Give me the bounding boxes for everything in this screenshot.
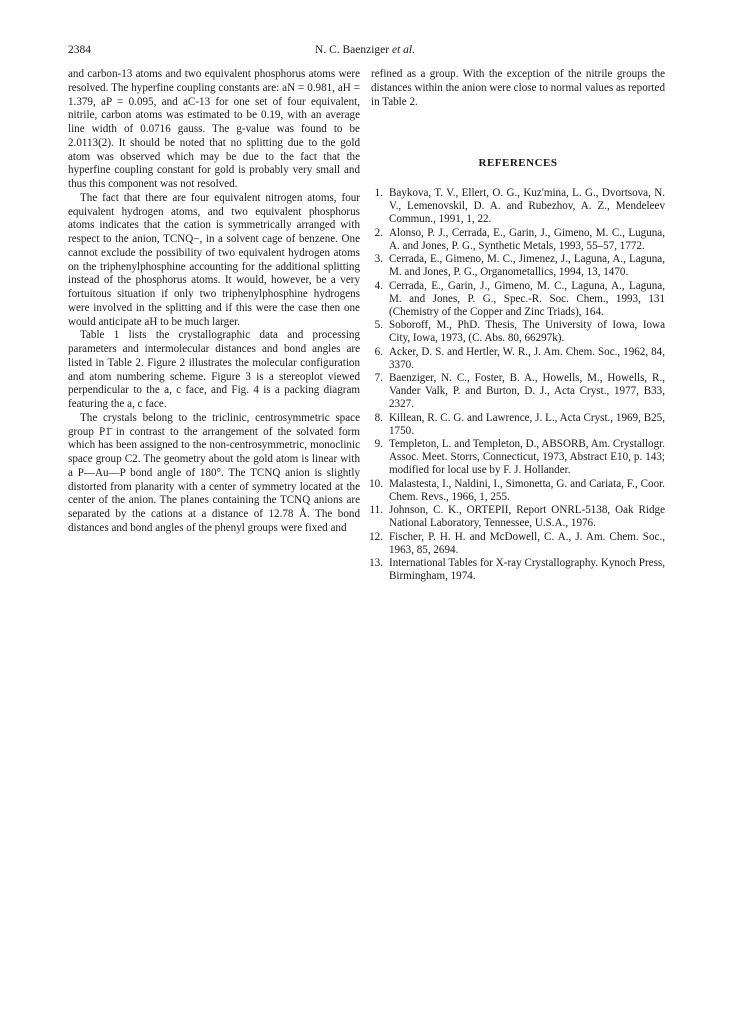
running-head <box>68 44 662 56</box>
page-number: 2384 <box>68 44 91 56</box>
reference-item <box>371 280 665 319</box>
reference-text: Cerrada, E., Garin, J., Gimeno, M. C., Laguna, A., Laguna, M. and Jones, P. G., Spec.-R. Soc. Chem., 1993, 131 (Chemistry of the Copper and Zinc Triads), 164. <box>389 279 665 318</box>
reference-number: 3. <box>374 253 383 265</box>
reference-text: Templeton, L. and Templeton, D., ABSORB, Am. Crystallogr. Assoc. Meet. Storrs, Connecticut, 1973, Abstract E10, p. 143; modified for local use by F. J. Hollander. <box>389 438 665 476</box>
reference-number: 6. <box>374 345 383 358</box>
reference-item <box>371 438 665 477</box>
reference-number: 11. <box>369 504 383 516</box>
body-paragraph: The crystals belong to the triclinic, centrosymmetric space group P1̄ in contrast to the arrangement of the solvated form which has been assigned to the non-centrosymmetric, monoclinic space group C2. The geometry about the gold atom is linear with a P—Au—P bond angle of 180°. The TCNQ anion is slightly distorted from planarity with a center of symmetry located at the center of the anion. The planes containing the TCNQ anions are separated by the cations at a distance of 12.78 Å. The bond distances and bond angles of the phenyl groups were fixed and <box>68 411 360 534</box>
reference-item <box>371 346 665 372</box>
reference-number: 13. <box>369 557 383 569</box>
reference-number: 5. <box>374 319 383 331</box>
right-column <box>371 68 665 584</box>
reference-item <box>371 531 665 557</box>
reference-text: Baykova, T. V., Ellert, O. G., Kuz'mina, L. G., Dvortsova, N. V., Lemenovskil, D. A. and Rubezhov, A. Z., Mendeleev Commun., 1991, 1, 22. <box>389 187 665 225</box>
reference-number: 8. <box>374 411 383 424</box>
reference-text: Fischer, P. H. H. and McDowell, C. A., J. Am. Chem. Soc., 1963, 85, 2694. <box>389 530 665 556</box>
references-heading: REFERENCES <box>478 157 558 170</box>
reference-item <box>371 187 665 226</box>
body-paragraph: Table 1 lists the crystallographic data and processing parameters and intermolecular distances and bond angles are listed in Table 2. Figure 2 illustrates the molecular configuration and atom numbering scheme. Figure 3 is a stereoplot viewed perpendicular to the a, c face, and Fig. 4 is a packing diagram featuring the a, c face. <box>68 329 360 410</box>
reference-number: 1. <box>374 187 383 199</box>
reference-text: Alonso, P. J., Cerrada, E., Garin, J., Gimeno, M. C., Luguna, A. and Jones, P. G., Synthetic Metals, 1993, 55–57, 1772. <box>389 226 665 252</box>
reference-item <box>371 478 665 504</box>
reference-text: Killean, R. C. G. and Lawrence, J. L., Acta Cryst., 1969, B25, 1750. <box>389 411 665 437</box>
reference-text: Baenziger, N. C., Foster, B. A., Howells, M., Howells, R., Vander Valk, P. and Burton, D. J., Acta Cryst., 1977, B33, 2327. <box>389 372 665 410</box>
reference-text: Malastesta, I., Naldini, I., Simonetta, G. and Cariata, F., Coor. Chem. Revs., 1966, 1, 255. <box>389 477 665 503</box>
reference-number: 10. <box>369 477 383 490</box>
reference-item <box>371 319 665 345</box>
reference-number: 2. <box>374 226 383 239</box>
running-head-etal: et al. <box>391 44 415 56</box>
reference-item <box>371 253 665 279</box>
running-head-authors: N. C. Baenziger <box>315 44 390 56</box>
reference-list <box>371 187 665 583</box>
reference-item <box>371 227 665 253</box>
reference-text: Soboroff, M., PhD. Thesis, The University of Iowa, Iowa City, Iowa, 1973, (C. Abs. 80, 66297k). <box>389 319 665 344</box>
reference-number: 12. <box>369 530 383 543</box>
reference-item <box>371 372 665 411</box>
left-column <box>68 68 360 536</box>
reference-item <box>371 504 665 530</box>
body-paragraph: The fact that there are four equivalent nitrogen atoms, four equivalent hydrogen atoms, and two equivalent phosphorus atoms indicates that the cation is symmetrically arranged with respect to the anion, TCNQ−, in a solvent cage of benzene. One cannot exclude the possibility of two equivalent hydrogen atoms on the triphenylphosphine accounting for the additional splitting instead of the phosphorus atoms. It would, however, be a very fortuitous situation if only two triphenylphosphine hydrogens were involved in the splitting and if this were the case then one would anticipate aH to be much larger. <box>68 191 360 328</box>
reference-number: 7. <box>374 372 383 384</box>
reference-text: Cerrada, E., Gimeno, M. C., Jimenez, J., Laguna, A., Laguna, M. and Jones, P. G., Organometallics, 1994, 13, 1470. <box>389 253 665 278</box>
reference-text: International Tables for X-ray Crystallography. Kynoch Press, Birmingham, 1974. <box>389 557 665 582</box>
reference-item <box>371 412 665 438</box>
reference-text: Johnson, C. K., ORTEPII, Report ONRL-5138, Oak Ridge National Laboratory, Tennessee, U.S.A., 1976. <box>389 504 665 529</box>
body-paragraph: refined as a group. With the exception of the nitrile groups the distances within the anion were close to normal values as reported in Table 2. <box>371 68 665 108</box>
body-paragraph: and carbon-13 atoms and two equivalent phosphorus atoms were resolved. The hyperfine coupling constants are: aN = 0.981, aH = 1.379, aP = 0.095, and aC-13 for one set of four equivalent, nitrile, carbon atoms was estimated to be 0.19, with an average line width of 0.0716 gauss. The g-value was found to be 2.0113(2). It should be noted that no splitting due to the gold atom was observed which may be due to the fact that the hyperfine coupling constant for gold is probably very small and thus this component was not resolved. <box>68 68 360 190</box>
reference-number: 9. <box>374 438 383 450</box>
reference-text: Acker, D. S. and Hertler, W. R., J. Am. Chem. Soc., 1962, 84, 3370. <box>389 345 665 371</box>
page-header <box>68 44 662 60</box>
reference-number: 4. <box>374 279 383 292</box>
reference-item <box>371 557 665 583</box>
